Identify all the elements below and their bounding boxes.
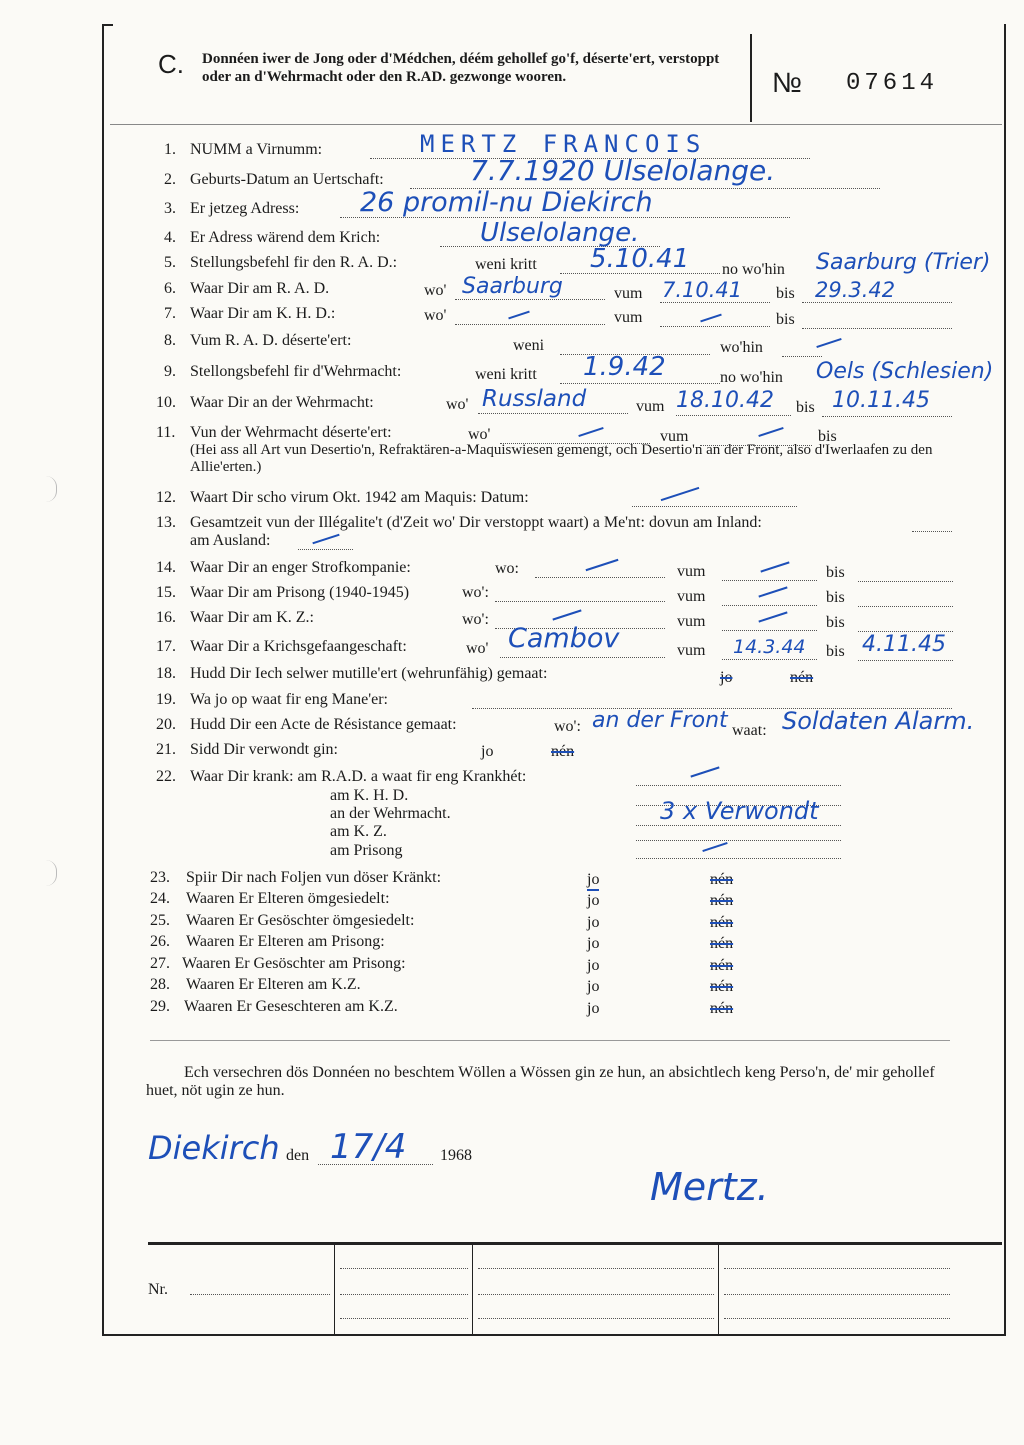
- yes-option[interactable]: jo: [587, 914, 600, 931]
- to-label: bis: [826, 614, 845, 631]
- punch-hole-mark: [46, 476, 57, 502]
- signature-year: 1968: [440, 1147, 472, 1164]
- mutilation-label: Hudd Dir Iech selwer mutille'ert (wehrunfähig) gemaat:: [190, 665, 548, 682]
- rad-desertion-where-line: [782, 356, 822, 357]
- punch-hole-mark: [46, 860, 57, 886]
- consequences-label: Spiir Dir nach Foljen vun döser Kränkt:: [186, 869, 442, 886]
- name-label: NUMM a Virnumm:: [190, 141, 323, 158]
- row-number: 29.: [150, 998, 170, 1015]
- no-option[interactable]: nén: [710, 935, 734, 952]
- from-label: vum: [636, 398, 665, 415]
- what-label: waat:: [732, 722, 767, 739]
- sickness-sub-wehrmacht: an der Wehrmacht.: [330, 805, 451, 822]
- where-to-label: no wo'hin: [720, 369, 783, 386]
- footer-line: [724, 1268, 950, 1269]
- row-number: 21.: [156, 741, 176, 758]
- maquis-date-line: [632, 506, 797, 507]
- footer-line: [478, 1294, 714, 1295]
- rad-place-line: [455, 299, 605, 300]
- row-number: 18.: [156, 665, 176, 682]
- from-label: vum: [677, 642, 706, 659]
- signature-place: Diekirch: [148, 1129, 280, 1167]
- inland-line: [912, 531, 952, 532]
- address-value: 26 promil-nu Diekirch: [360, 187, 653, 218]
- wehrmacht-to: 10.11.45: [832, 388, 930, 413]
- footer-line: [724, 1294, 950, 1295]
- footer-divider: [334, 1245, 335, 1334]
- yes-option[interactable]: jo: [481, 743, 494, 760]
- yes-option[interactable]: jo: [587, 1000, 600, 1017]
- desertion-note: (Hei ass all Art vun Desertio'n, Refraktären-a-Maquiswiesen gemengt, och Desertio'n an der Front, also d'Iwerlaafen zu den Allie'erten.): [190, 442, 933, 475]
- when-label: weni kritt: [475, 366, 537, 383]
- rad-order-date: 5.10.41: [590, 244, 690, 274]
- rad-order-label: Stellungsbefehl fir den R. A. D.:: [190, 254, 398, 271]
- yes-option[interactable]: jo: [587, 871, 599, 891]
- yes-option[interactable]: jo: [587, 957, 600, 974]
- no-option[interactable]: nén: [710, 892, 734, 909]
- wehrmacht-to-line: [822, 416, 952, 417]
- name-value: MERTZ FRANCOIS: [420, 130, 707, 158]
- row-number: 19.: [156, 691, 176, 708]
- no-option[interactable]: nén: [710, 1000, 734, 1017]
- prison-label: Waar Dir am Prisong (1940-1945): [190, 584, 410, 601]
- siblings-prison-label: Waaren Er Gesöschter am Prisong:: [182, 955, 406, 972]
- yes-option[interactable]: jo: [587, 892, 600, 909]
- yes-option[interactable]: jo: [587, 935, 600, 952]
- prison-from-line: [722, 605, 817, 606]
- wehrmacht-desertion-label: Vun der Wehrmacht déserte'ert:: [190, 424, 392, 441]
- row-number: 10.: [156, 394, 176, 411]
- footer-line: [478, 1318, 714, 1319]
- rad-desertion-label: Vum R. A. D. déserte'ert:: [190, 332, 352, 349]
- row-number: 16.: [156, 609, 176, 626]
- row-number: 3.: [164, 200, 176, 217]
- parents-kz-label: Waaren Er Elteren am K.Z.: [186, 976, 361, 993]
- row-number: 25.: [150, 912, 170, 929]
- sickness-sub-khd: am K. H. D.: [330, 787, 409, 804]
- wehrmacht-label: Waar Dir an der Wehrmacht:: [190, 394, 374, 411]
- where-label: wo':: [462, 584, 489, 601]
- where-to-label: wo'hin: [720, 339, 763, 356]
- to-label: bis: [776, 285, 795, 302]
- footer-line: [340, 1318, 468, 1319]
- penal-to-line: [858, 581, 953, 582]
- rad-to-line: [802, 302, 952, 303]
- declaration-text: Ech versechren dös Donnéen no beschtem Wöllen a Wössen gin ze hun, an absichtlech keng Perso'n, de' mir gehollef huet, nöt ugin ze hun.: [146, 1064, 935, 1099]
- signature-date: 17/4: [330, 1127, 407, 1167]
- row-number: 14.: [156, 559, 176, 576]
- when-label: weni: [513, 337, 545, 354]
- declaration-rule: [150, 1040, 950, 1041]
- pow-to-line: [858, 660, 953, 661]
- row-number: 7.: [164, 305, 176, 322]
- wehrmacht-order-date: 1.9.42: [583, 352, 666, 382]
- footer-line: [724, 1318, 950, 1319]
- where-label: wo': [468, 426, 491, 443]
- siblings-kz-label: Waaren Er Geseschteren am K.Z.: [184, 998, 398, 1015]
- kz-label: Waar Dir am K. Z.:: [190, 609, 314, 626]
- no-option[interactable]: nén: [790, 669, 814, 686]
- resistance-label: Hudd Dir een Acte de Résistance gemaat:: [190, 716, 457, 733]
- from-label: vum: [660, 428, 689, 445]
- penal-place-line: [535, 577, 665, 578]
- no-option[interactable]: nén: [551, 743, 575, 760]
- to-label: bis: [826, 589, 845, 606]
- pow-place: Cambov: [508, 623, 620, 654]
- when-label: weni kritt: [475, 256, 537, 273]
- row-number: 1.: [164, 141, 176, 158]
- wehrmacht-from: 18.10.42: [676, 388, 774, 413]
- section-title: Donnéen iwer de Jong oder d'Médchen, déém gehollef go'f, déserte'ert, verstoppt oder an d'Wehrmacht oder den R.AD. gezwonge wooren.: [202, 51, 720, 85]
- footer-line: [478, 1268, 714, 1269]
- pow-place-line: [500, 657, 665, 658]
- pow-from: 14.3.44: [733, 636, 806, 658]
- siblings-resettled-label: Waaren Er Gesöschter ömgesiedelt:: [186, 912, 415, 929]
- abroad-line: [298, 549, 353, 550]
- footer-divider: [472, 1245, 473, 1334]
- to-label: bis: [818, 428, 837, 445]
- row-number: 6.: [164, 280, 176, 297]
- signature: Mertz.: [650, 1165, 769, 1209]
- row-number: 26.: [150, 933, 170, 950]
- to-label: bis: [776, 311, 795, 328]
- to-label: bis: [826, 564, 845, 581]
- khd-from-line: [660, 326, 770, 327]
- sickness-prison-line: [636, 858, 841, 859]
- row-number: 4.: [164, 229, 176, 246]
- row-number: 8.: [164, 332, 176, 349]
- war-address-value: Ulselolange.: [480, 218, 640, 248]
- rad-to: 29.3.42: [815, 278, 896, 302]
- yes-option[interactable]: jo: [587, 978, 600, 995]
- row-number: 27.: [150, 955, 170, 972]
- kz-from-line: [722, 630, 817, 631]
- row-number: 9.: [164, 363, 176, 380]
- illegality-label: Gesamtzeit vun der Illégalite't (d'Zeit wo' Dir verstoppt waart) a Me'nt: dovun am Inland:: [190, 514, 762, 531]
- section-letter: C.: [158, 49, 184, 79]
- row-number: 11.: [156, 424, 176, 441]
- khd-place-line: [455, 324, 605, 325]
- from-label: vum: [677, 613, 706, 630]
- no-option[interactable]: nén: [710, 914, 734, 931]
- rad-place: Saarburg: [462, 274, 563, 299]
- row-number: 13.: [156, 514, 176, 531]
- penal-company-label: Waar Dir an enger Strofkompanie:: [190, 559, 411, 576]
- row-number: 15.: [156, 584, 176, 601]
- row-number: 5.: [164, 254, 176, 271]
- war-address-label: Er Adress wärend dem Krich:: [190, 229, 381, 246]
- resistance-what: Soldaten Alarm.: [782, 707, 975, 735]
- where-label: wo': [466, 640, 489, 657]
- to-label: bis: [826, 643, 845, 660]
- row-number: 20.: [156, 716, 176, 733]
- sickness-sub-kz: am K. Z.: [330, 823, 387, 840]
- footer-line: [340, 1268, 468, 1269]
- header-divider: [750, 34, 752, 122]
- nr-label: Nr.: [148, 1281, 168, 1298]
- row-number: 17.: [156, 638, 176, 655]
- row-number: 23.: [150, 869, 170, 886]
- birth-label: Geburts-Datum an Uertschaft:: [190, 171, 384, 188]
- prison-to-line: [858, 606, 953, 607]
- den-label: den: [286, 1147, 310, 1164]
- footer-divider: [718, 1245, 719, 1334]
- header-rule: [110, 124, 1002, 125]
- row-number: 28.: [150, 976, 170, 993]
- rad-label: Waar Dir am R. A. D.: [190, 280, 330, 297]
- footer-line: [340, 1294, 468, 1295]
- sickness-wehrmacht-line: [636, 825, 841, 826]
- khd-to-line: [802, 328, 952, 329]
- yes-option[interactable]: jo: [720, 669, 733, 686]
- document-number: 07614: [846, 70, 939, 97]
- rad-from: 7.10.41: [662, 278, 743, 302]
- no-option[interactable]: nén: [710, 871, 734, 888]
- sickness-wehrmacht-value: 3 x Verwondt: [660, 797, 819, 825]
- number-symbol: №: [772, 67, 803, 98]
- from-label: vum: [614, 309, 643, 326]
- from-label: vum: [677, 563, 706, 580]
- rad-destination: Saarburg (Trier): [816, 250, 991, 275]
- where-label: wo':: [462, 611, 489, 628]
- rad-from-line: [660, 302, 770, 303]
- sickness-label: Waar Dir krank: am R.A.D. a waat fir eng Krankhét:: [190, 768, 527, 785]
- footer-rule: [148, 1242, 1002, 1245]
- sickness-kz-line: [636, 840, 841, 841]
- row-number: 2.: [164, 171, 176, 188]
- where-label: wo': [424, 282, 447, 299]
- wehrmacht-order-line: [560, 383, 720, 384]
- abroad-label: am Ausland:: [190, 532, 271, 549]
- wehrmacht-destination: Oels (Schlesien): [816, 359, 994, 384]
- row-number: 22.: [156, 768, 176, 785]
- row-number: 12.: [156, 489, 176, 506]
- where-label: wo':: [554, 718, 581, 735]
- pow-from-line: [722, 659, 817, 660]
- wehrmacht-place: Russland: [482, 386, 587, 412]
- maquis-label: Waart Dir scho virum Okt. 1942 am Maquis: Datum:: [190, 489, 529, 506]
- parents-prison-label: Waaren Er Elteren am Prisong:: [186, 933, 385, 950]
- sickness-rad-line: [636, 785, 841, 786]
- wehrmacht-order-label: Stellongsbefehl fir d'Wehrmacht:: [190, 363, 402, 380]
- wehrmacht-place-line: [478, 413, 628, 414]
- birth-value: 7.7.1920 Ulselolange.: [470, 154, 776, 187]
- where-label: wo:: [495, 560, 519, 577]
- no-option[interactable]: nén: [710, 978, 734, 995]
- parents-resettled-label: Waaren Er Elteren ömgesiedelt:: [186, 890, 390, 907]
- khd-label: Waar Dir am K. H. D.:: [190, 305, 336, 322]
- from-label: vum: [614, 285, 643, 302]
- pow-label: Waar Dir a Krichsgefaangeschaft:: [190, 638, 407, 655]
- prison-place-line: [495, 601, 665, 602]
- resistance-place: an der Front: [592, 708, 728, 733]
- penal-from-line: [722, 580, 817, 581]
- sickness-sub-prison: am Prisong: [330, 842, 403, 859]
- nr-line: [190, 1294, 330, 1295]
- where-to-label: no wo'hin: [722, 261, 785, 278]
- to-label: bis: [796, 399, 815, 416]
- wehrmacht-from-line: [676, 415, 791, 416]
- wounded-label: Sidd Dir verwondt gin:: [190, 741, 338, 758]
- where-label: wo': [446, 396, 469, 413]
- where-label: wo': [424, 307, 447, 324]
- manner-label: Wa jo op waat fir eng Mane'er:: [190, 691, 388, 708]
- no-option[interactable]: nén: [710, 957, 734, 974]
- from-label: vum: [677, 588, 706, 605]
- address-label: Er jetzeg Adress:: [190, 200, 300, 217]
- pow-to: 4.11.45: [862, 632, 946, 657]
- row-number: 24.: [150, 890, 170, 907]
